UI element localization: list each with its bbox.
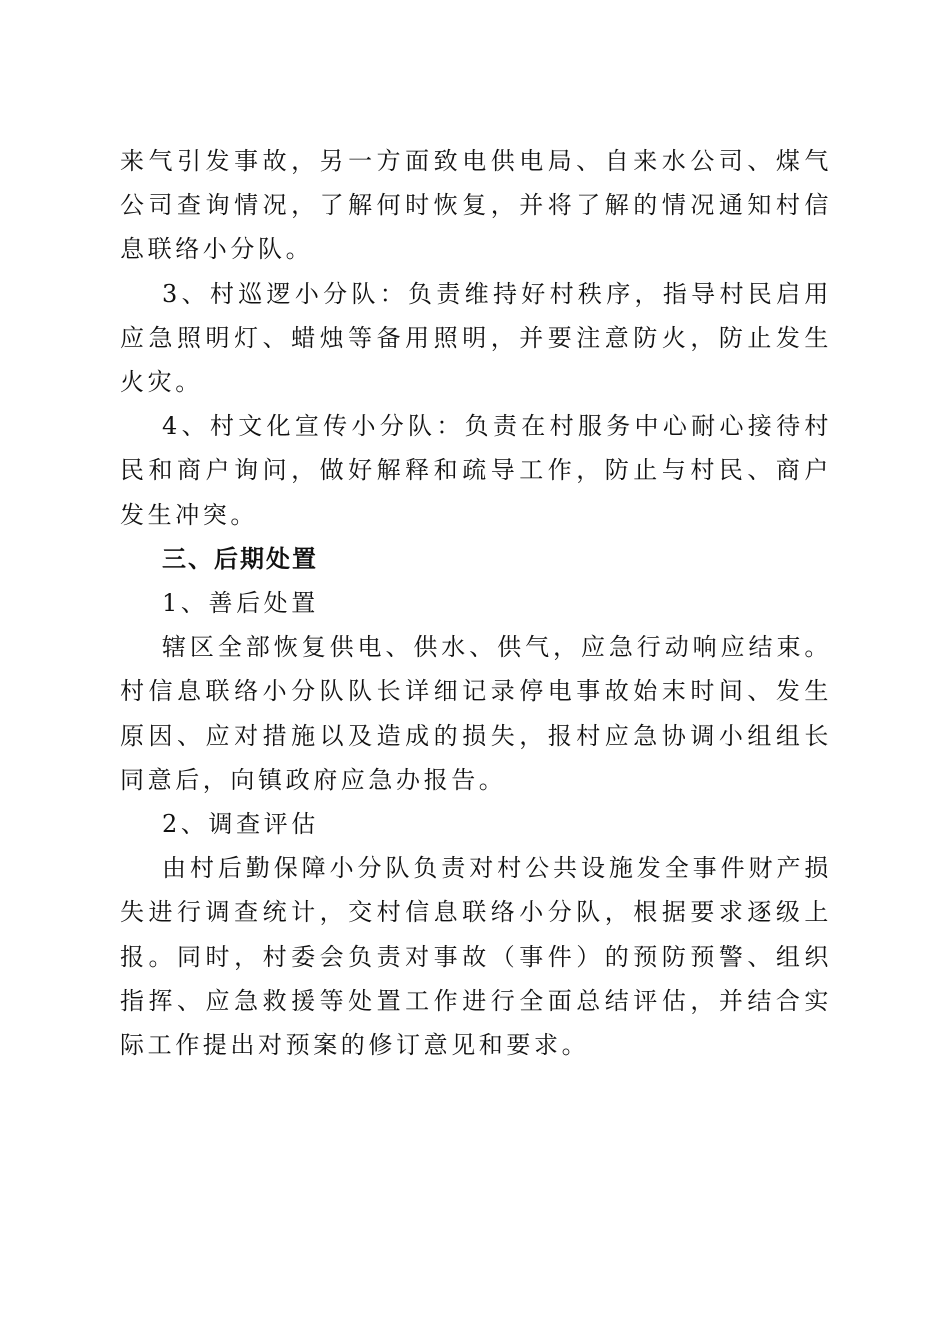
paragraph-culture-team: 4、村文化宣传小分队：负责在村服务中心耐心接待村民和商户询问，做好解释和疏导工作，防止与村民、商户发生冲突。 xyxy=(120,412,832,529)
subheading-investigation: 2、调查评估 xyxy=(162,810,319,839)
paragraph-investigation: 由村后勤保障小分队负责对村公共设施发全事件财产损失进行调查统计，交村信息联络小分队，根据要求逐级上报。同时，村委会负责对事故（事件）的预防预警、组织指挥、应急救援等处置工作进行全面总结评估，并结合实际工作提出对预案的修订意见和要求。 xyxy=(120,854,832,1060)
subheading-recovery: 1、善后处置 xyxy=(162,589,319,618)
section-heading-aftermath: 三、后期处置 xyxy=(162,544,318,573)
paragraph-continuation: 来气引发事故，另一方面致电供电局、自来水公司、煤气公司查询情况，了解何时恢复，并将了解的情况通知村信息联络小分队。 xyxy=(120,147,832,264)
paragraph-patrol-team: 3、村巡逻小分队：负责维持好村秩序，指导村民启用应急照明灯、蜡烛等备用照明，并要注意防火，防止发生火灾。 xyxy=(120,279,832,397)
paragraph-recovery: 辖区全部恢复供电、供水、供气，应急行动响应结束。村信息联络小分队队长详细记录停电事故始末时间、发生原因、应对措施以及造成的损失，报村应急协调小组组长同意后，向镇政府应急办报告。 xyxy=(120,633,832,794)
document-body xyxy=(120,139,832,1067)
